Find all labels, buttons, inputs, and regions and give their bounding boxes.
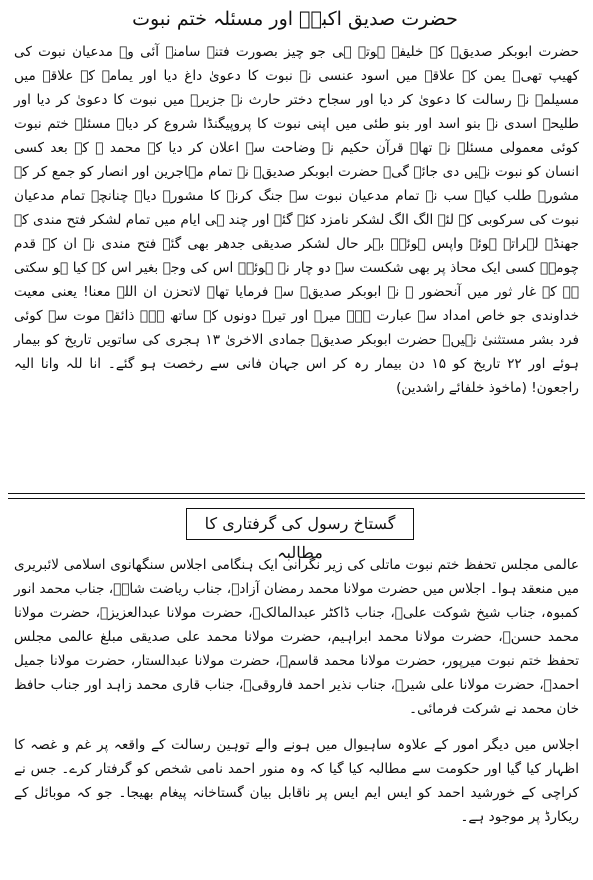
article1-paragraph: حضرت ابوبکر صدیقؓ کے خلیفہ ہوتے ہی جو چیز بصورت فتنہ سامنے آئی وہ مدعیان نبوت کی کھیپ تھی۔ یمن کے علاقہ میں اسود عنسی نے نبوت کا دعویٰ داغ دیا اور یمامہ کے علاقہ میں مسیلمہ نے رسالت کا دعویٰ کر دیا اور سجاح دختر حارث نے جزیرہ میں نبوت کا دعویٰ کر دیا اور طلیحہ اسدی نے بنو اسد اور بنو طئی میں اپنی نبوت کا پروپیگنڈا شروع کر دیا۔ مسئلہ ختم نبوت کوئی معمولی مسئلہ نہ تھا۔ قرآن حکیم نے وضاحت سے اعلان کر دیا کہ محمد ﷺ کے بعد کسی انسان کو نبوت نہیں دی جائے گی۔ حضرت ابوبکر صدیقؓ نے تمام مہاجرین اور انصار کو جمع کر کے مشورہ طلب کیا۔ سب نے تمام مدعیان نبوت سے جنگ کرنے کا مشورہ دیا۔ چنانچہ تمام مدعیان نبوت کی سرکوبی کے لئے الگ الگ لشکر نامزد کئے گئے اور چند ہی ایام میں تمام لشکر فتح مندی کے جھنڈے لہراتے ہوئے واپس ہوئے۔ بہر حال لشکر صدیقی جدھر بھی گئے فتح مندی نے ان کے قدم چومے۔ کسی ایک محاذ پر بھی شکست سے دو چار نہ ہوئے۔ اس کی وجہ بغیر اس کے کیا ہو سکتی ہے کہ غار ثور میں آنحضور ﷺ نے ابوبکر صدیقؓ سے فرمایا تھا۔ لاتحزن ان اللہ معنا! یعنی معیت خداوندی جو خاص امداد سے عبارت ہے۔ میرے اور تیرے دونوں کے ساتھ ہے۔ ذائقہ موت سے کوئی فرد بشر مستثنیٰ نہیں۔ حضرت ابوبکر صدیقؓ جمادی الاخریٰ ۱۳ ہجری کی ساتویں تاریخ کو بیمار ہوئے اور ۲۲ تاریخ کو ۱۵ دن بیمار رہ کر اس جہان فانی سے رخصت ہو گئے۔ انا للہ وانا الیہ راجعون! (ماخوذ خلفائے راشدین)	[14, 44, 579, 396]
article2-paragraph-1: عالمی مجلس تحفظ ختم نبوت ماتلی کی زیر نگرانی ایک ہنگامی اجلاس سنگھانوی اسلامی لائبریری میں منعقد ہوا۔ اجلاس میں حضرت مولانا محمد رمضان آزادؔ، جناب ریاضت شاہؔ، جناب محمد انور کمبوہ، جناب شیخ شوکت علیؔ، جناب ڈاکٹر عبدالمالکؔ، حضرت مولانا عبدالعزیزؔ، حضرت مولانا محمد حسنؔ، حضرت مولانا محمد ابراہیم، حضرت مولانا محمد علی صدیقی مبلغ عالمی مجلس تحفظ ختم نبوت میرپور، حضرت مولانا محمد قاسمؔ، حضرت مولانا عبدالستار، حضرت مولانا جمیل احمدؔ، حضرت مولانا علی شیرؔ، جناب نذیر احمد فاروقیؔ، جناب قاری محمد زاہد اور جناب حافظ خان محمد نے شرکت فرمائی۔	[14, 557, 579, 717]
section-divider-top	[8, 493, 585, 494]
section-divider-bottom	[8, 498, 585, 499]
article2-body	[14, 553, 579, 829]
article2-title: گستاخ رسول کی گرفتاری کا مطالبہ	[186, 508, 414, 540]
article2-paragraph-2: اجلاس میں دیگر امور کے علاوہ ساہیوال میں ہونے والے توہین رسالت کے واقعہ پر غم و غصہ کا اظہار کیا گیا اور حکومت سے مطالبہ کیا گیا کہ وہ منور احمد نامی شخص کو گرفتار کرے۔ جس نے کراچی کے خورشید احمد کو ایس ایم ایس پر ناقابل بیان گستاخانہ پیغام بھیجا۔ جو کہ موبائل کے ریکارڈ پر موجود ہے۔	[14, 737, 579, 825]
article1-body	[14, 40, 579, 400]
article1-title: حضرت صدیق اکبرؓ اور مسئلہ ختم نبوت	[132, 8, 458, 30]
